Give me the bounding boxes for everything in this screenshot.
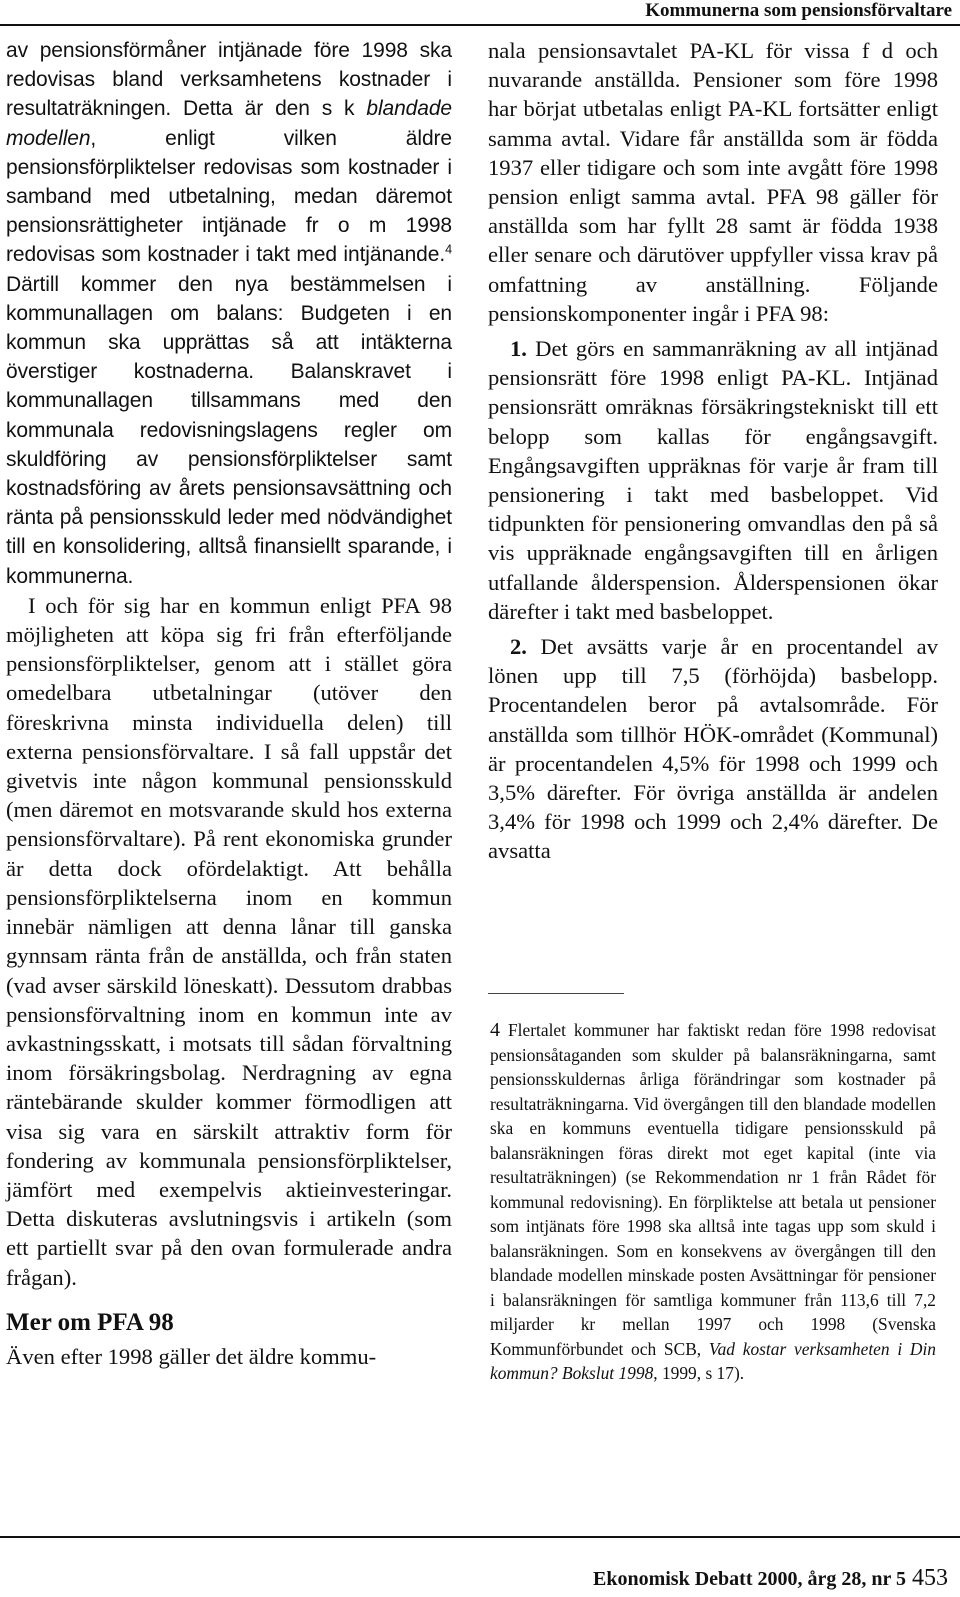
- running-head: Kommunerna som pensionsförvaltare: [645, 0, 952, 21]
- footnote-rule: [488, 993, 624, 994]
- left-column: [6, 36, 452, 1371]
- text-run: av pensionsförmåner intjänade före 1998 ska redovisas bland verksamhetens kostnader i resultaträkningen. Detta är den s k: [6, 39, 452, 121]
- text-run: , enligt vilken äldre pensionsförpliktelser redovisas som kostnader i samband med utbetalning, medan däremot pensionsrättigheter intjänade fr o m 1998 redovisas som kostnader i takt med intjänande.: [6, 126, 452, 267]
- right-column: [488, 36, 938, 866]
- text-run: , 1999, s 17).: [653, 1363, 745, 1383]
- header-rule: [0, 24, 960, 26]
- text-run: Det avsätts varje år en procentandel av lönen upp till 7,5 (förhöjda) basbelopp. Procentandelen beror på avtalsområde. För anställda som tillhör HÖK-området (Kommunal) är procentandelen 4,5% för 1998 och 1999 och 3,5% därefter. För övriga anställda är andelen 3,4% för 1998 och 1999 och 2,4% därefter. De avsatta: [488, 634, 938, 864]
- paragraph: nala pensionsavtalet PA-KL för vissa f d och nuvarande anställda. Pensioner som före 1998 har börjat utbetalas enligt PA-KL fortsätter enligt samma avtal. Vidare får anställda som är födda 1937 eller tidigare och som inte avgått före 1998 pension enligt samma avtal. PFA 98 gäller för anställda som har fyllt 28 samt är födda 1938 eller senare och därutöver uppfyller vissa krav på omfattning av anställning. Följande pensionskomponenter ingår i PFA 98:: [488, 38, 938, 326]
- italic-citation: Vad kostar verksamheten i Din kommun? Bokslut 1998: [490, 1338, 936, 1383]
- page-footer: [593, 1566, 948, 1591]
- section-heading: Mer om PFA 98: [6, 1308, 174, 1336]
- footnote-reference: 4: [445, 242, 452, 257]
- list-item: [488, 632, 938, 866]
- footnote: [490, 1018, 936, 1386]
- paragraph: I och för sig har en kommun enligt PFA 98 möjligheten att köpa sig fri från efterföljande pensionsförpliktelser, genom att i stället göra omedelbara utbetalningar (utöver den föreskrivna minsta individuella delen) till externa pensionsförvaltare. I så fall uppstår det givetvis inte någon kommunal pensionsskuld (men däremot en motsvarande skuld hos externa pensionsförvaltare). På rent ekonomiska grunder är detta dock ofördelaktigt. Att behålla pensionsförpliktelserna inom en kommun innebär nämligen att denna lånar till ganska gynnsam ränta från de anställda, och från staten (vad avser särskild löneskatt). Dessutom drabbas pensionsförvaltning inom en kommun inte av avkastningsskatt, i motsats till sådan förvaltning inom försäkringsbolag. Nerdragning av egna räntebärande skulder kommer förmodligen att visa sig vara en särskilt attraktiv form för fondering av kommunala pensionsförpliktelser, jämfört med exempelvis aktieinvesteringar. Detta diskuteras avslutningsvis i artikeln (som ett partiellt svar på den ovan formulerade andra frågan).: [6, 592, 452, 1290]
- journal-citation: Ekonomisk Debatt 2000, årg 28, nr 5: [593, 1568, 906, 1590]
- list-number: 1.: [510, 336, 527, 362]
- list-item: [488, 334, 938, 626]
- footer-rule: [0, 1536, 960, 1538]
- text-run: Därtill kommer den nya bestämmelsen i kommunallagen om balans: Budgeten i en kommun ska upprättas så att intäkterna överstiger kostnaderna. Balanskravet i kommunallagen tillsammans med den kommunala redovisningslagens regler om skuldföring av pensionsförpliktelser samt kostnadsföring av årets pensionsavsättning och ränta på pensionsskuld leder med nödvändighet till en konsolidering, alltså finansiellt sparande, i kommunerna.: [6, 272, 452, 588]
- footnote-number: 4: [490, 1019, 500, 1041]
- italic-term: blandade modellen: [6, 97, 452, 150]
- paragraph: Även efter 1998 gäller det äldre kommu-: [6, 1343, 377, 1369]
- paragraph: [6, 36, 452, 591]
- text-run: Det görs en sammanräkning av all intjänad pensionsrätt före 1998 enligt PA-KL. Intjänad pensionsrätt omräknas försäkringstekniskt till ett belopp som kallas för engångsavgift. Engångsavgiften uppräknas för varje år fram till pensionering i takt med basbeloppet. Vid tidpunkten för pensionering omvandlas den på så vis uppräknade engångsavgiften till en årligen utfallande ålderspension. Ålderspensionen ökar därefter i takt med basbeloppet.: [488, 336, 938, 624]
- list-number: 2.: [510, 634, 527, 660]
- page-number: 453: [912, 1565, 948, 1591]
- text-run: Flertalet kommuner har faktiskt redan före 1998 redovisat pensionsåtaganden som skulder på balansräkningarna, samt pensionsskuldernas årliga förändringar som kostnader på resultaträkningarna. Vid övergången till den blandade modellen ska en kommuns eventuella tidigare pensionsskuld på balansräkningen föras direkt mot eget kapital (inte via resultaträkningen) (se Rekommendation nr 1 från Rådet för kommunal redovisning). En förpliktelse att betala ut pensioner som intjänats före 1998 ska alltså inte tagas upp som skuld i balansräkningen. Som en konsekvens av övergången till den blandade modellen minskade posten Avsättningar för pensioner i balansräkningen för samtliga kommuner från 113,6 till 7,2 miljarder kr mellan 1997 och 1998 (Svenska Kommunförbundet och SCB,: [490, 1020, 936, 1359]
